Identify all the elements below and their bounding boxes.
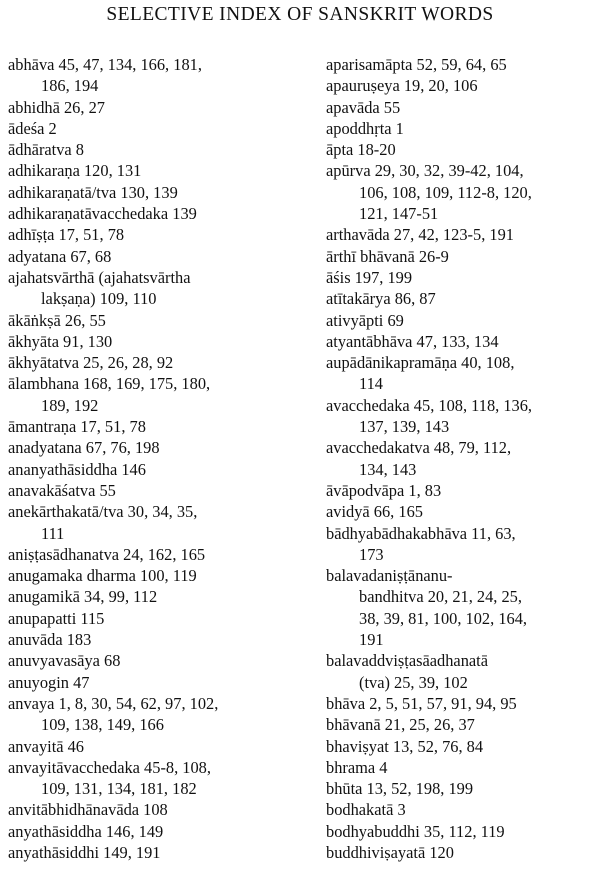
index-entry-line: ākāṅkṣā 26, 55	[8, 310, 106, 330]
index-entry	[8, 416, 300, 437]
index-entry-line: buddhiviṣayatā 120	[326, 842, 454, 862]
index-entry	[326, 139, 598, 160]
index-entry	[326, 331, 598, 352]
index-entry-continuation: 134, 143	[359, 459, 417, 479]
index-entry-line: anyathāsiddha 146, 149	[8, 821, 164, 841]
index-entry-line: bhāva 2, 5, 51, 57, 91, 94, 95	[326, 693, 517, 713]
index-entry-line: anugamaka dharma 100, 119	[8, 566, 197, 586]
index-entry-continuation: (tva) 25, 39, 102	[359, 672, 468, 692]
index-entry-line: apoddhṛta 1	[326, 118, 404, 138]
index-entry	[326, 267, 598, 288]
index-entry-line: anvaya 1, 8, 30, 54, 62, 97, 102,	[8, 693, 219, 713]
index-entry	[8, 586, 300, 607]
index-entry	[326, 565, 598, 650]
index-entry	[8, 246, 300, 267]
index-entry-line: bodhakatā 3	[326, 800, 406, 820]
index-entry-line: avacchedaka 45, 108, 118, 136,	[326, 395, 533, 415]
index-entry	[326, 75, 598, 96]
index-entry	[8, 331, 300, 352]
index-entry	[8, 139, 300, 160]
index-entry	[8, 842, 300, 863]
index-entry	[8, 373, 300, 416]
index-entry	[8, 118, 300, 139]
index-entry	[326, 693, 598, 714]
index-entry	[326, 650, 598, 693]
index-entry	[326, 288, 598, 309]
index-entry-continuation: 186, 194	[41, 76, 99, 96]
index-entry-line: adhikaraṇa 120, 131	[8, 161, 142, 181]
index-entry-line: anugamikā 34, 99, 112	[8, 587, 158, 607]
index-entry-line: atītakārya 86, 87	[326, 289, 436, 309]
index-entry-continuation: 189, 192	[41, 395, 99, 415]
index-entry	[326, 714, 598, 735]
index-entry-line: anavakāśatva 55	[8, 480, 116, 500]
index-entry-continuation: 121, 147-51	[359, 204, 439, 224]
index-entry	[326, 757, 598, 778]
index-entry-continuation: 137, 139, 143	[359, 417, 450, 437]
index-entry	[8, 650, 300, 671]
index-entry	[8, 757, 300, 800]
index-entry	[8, 693, 300, 736]
index-entry-line: āśis 197, 199	[326, 267, 413, 287]
index-entry-line: balavadaniṣṭānanu-	[326, 566, 453, 586]
index-entry-line: ārthī bhāvanā 26-9	[326, 246, 449, 266]
index-entry-line: ādhāratva 8	[8, 140, 84, 160]
index-entry	[8, 160, 300, 181]
index-entry-line: adhikaraṇatāvacchedaka 139	[8, 204, 197, 224]
index-entry-line: āvāpodvāpa 1, 83	[326, 480, 442, 500]
index-entry-line: ākhyāta 91, 130	[8, 331, 113, 351]
index-entry-line: apauruṣeya 19, 20, 106	[326, 76, 478, 96]
index-entry	[326, 523, 598, 566]
index-entry-line: apavāda 55	[326, 97, 401, 117]
index-entry-continuation: 38, 39, 81, 100, 102, 164,	[359, 608, 528, 628]
index-entry	[8, 821, 300, 842]
index-entry	[8, 459, 300, 480]
index-entry-line: avacchedakatva 48, 79, 112,	[326, 438, 512, 458]
index-entry-line: ativyāpti 69	[326, 310, 404, 330]
index-entry-line: anuvyavasāya 68	[8, 651, 121, 671]
index-entry	[8, 352, 300, 373]
index-entry	[8, 501, 300, 544]
index-entry-line: anadyatana 67, 76, 198	[8, 438, 160, 458]
index-entry	[8, 672, 300, 693]
index-entry	[326, 310, 598, 331]
index-entry	[326, 395, 598, 438]
index-entry-line: bhrama 4	[326, 757, 388, 777]
index-entry-line: arthavāda 27, 42, 123-5, 191	[326, 225, 514, 245]
index-entry-line: adhikaraṇatā/tva 130, 139	[8, 182, 178, 202]
index-entry	[326, 352, 598, 395]
index-entry	[8, 629, 300, 650]
index-entry-line: bhāvanā 21, 25, 26, 37	[326, 715, 475, 735]
index-entry-line: aparisamāpta 52, 59, 64, 65	[326, 55, 507, 74]
index-entry-line: ajahatsvārthā (ajahatsvārtha	[8, 267, 191, 287]
index-entry-line: bhaviṣyat 13, 52, 76, 84	[326, 736, 484, 756]
index-entry-line: anvayitāvacchedaka 45-8, 108,	[8, 757, 211, 777]
index-entry-line: ākhyātatva 25, 26, 28, 92	[8, 353, 174, 373]
index-entry-line: anvayitā 46	[8, 736, 85, 756]
index-entry-line: bhūta 13, 52, 198, 199	[326, 779, 474, 799]
index-entry-line: adhīṣṭa 17, 51, 78	[8, 225, 125, 245]
index-entry	[8, 799, 300, 820]
index-entry	[8, 203, 300, 224]
index-column-left	[8, 54, 300, 863]
index-entry-line: bādhyabādhakabhāva 11, 63,	[326, 523, 516, 543]
index-entry	[326, 54, 598, 75]
index-entry-line: adyatana 67, 68	[8, 246, 112, 266]
index-entry	[8, 54, 300, 97]
index-entry	[8, 267, 300, 310]
index-entry-line: avidyā 66, 165	[326, 502, 423, 522]
index-entry-continuation: 114	[359, 374, 383, 394]
index-entry	[326, 118, 598, 139]
index-entry	[326, 821, 598, 842]
index-entry	[326, 799, 598, 820]
index-entry	[8, 565, 300, 586]
index-entry	[8, 480, 300, 501]
index-entry	[326, 842, 598, 863]
index-entry-continuation: 106, 108, 109, 112-8, 120,	[359, 182, 532, 202]
index-entry	[8, 182, 300, 203]
index-entry-line: aniṣṭasādhanatva 24, 162, 165	[8, 544, 206, 564]
index-entry-continuation: lakṣaṇa) 109, 110	[41, 289, 157, 309]
index-entry-line: ananyathāsiddha 146	[8, 459, 146, 479]
index-entry-continuation: 109, 131, 134, 181, 182	[41, 779, 197, 799]
index-entry-continuation: 111	[41, 523, 65, 543]
index-entry	[8, 224, 300, 245]
index-entry-continuation: 191	[359, 630, 384, 650]
index-entry-continuation: 109, 138, 149, 166	[41, 715, 164, 735]
index-entry-line: āpta 18-20	[326, 140, 396, 160]
index-entry-line: ālambhana 168, 169, 175, 180,	[8, 374, 211, 394]
index-entry	[326, 437, 598, 480]
index-entry	[8, 310, 300, 331]
index-entry	[326, 97, 598, 118]
index-entry	[8, 97, 300, 118]
index-entry-line: aupādānikapramāṇa 40, 108,	[326, 353, 515, 373]
page-title: SELECTIVE INDEX OF SANSKRIT WORDS	[106, 4, 494, 25]
index-entry	[8, 544, 300, 565]
index-entry-line: anvitābhidhānavāda 108	[8, 800, 168, 820]
index-entry	[326, 736, 598, 757]
index-entry-continuation: 173	[359, 544, 384, 564]
index-entry	[326, 778, 598, 799]
index-entry	[8, 608, 300, 629]
index-entry-line: ādeśa 2	[8, 118, 57, 138]
index-entry	[8, 736, 300, 757]
index-entry-line: abhāva 45, 47, 134, 166, 181,	[8, 55, 202, 74]
index-entry	[326, 246, 598, 267]
index-entry-continuation: bandhitva 20, 21, 24, 25,	[359, 587, 522, 607]
index-entry	[8, 437, 300, 458]
index-entry-line: anupapatti 115	[8, 608, 105, 628]
index-column-right	[326, 54, 598, 863]
index-entry-line: apūrva 29, 30, 32, 39-42, 104,	[326, 161, 524, 181]
index-entry-line: bodhyabuddhi 35, 112, 119	[326, 821, 505, 841]
index-entry	[326, 501, 598, 522]
index-entry-line: atyantābhāva 47, 133, 134	[326, 331, 499, 351]
index-entry-line: anyathāsiddhi 149, 191	[8, 842, 161, 862]
index-entry-line: anuvāda 183	[8, 630, 92, 650]
index-entry-line: anekārthakatā/tva 30, 34, 35,	[8, 502, 198, 522]
index-entry-line: balavaddviṣṭasāadhanatā	[326, 651, 489, 671]
index-entry-line: anuyogin 47	[8, 672, 90, 692]
index-entry	[326, 160, 598, 224]
index-entry	[326, 224, 598, 245]
index-entry-line: abhidhā 26, 27	[8, 97, 105, 117]
index-entry	[326, 480, 598, 501]
index-entry-line: āmantraṇa 17, 51, 78	[8, 417, 146, 437]
